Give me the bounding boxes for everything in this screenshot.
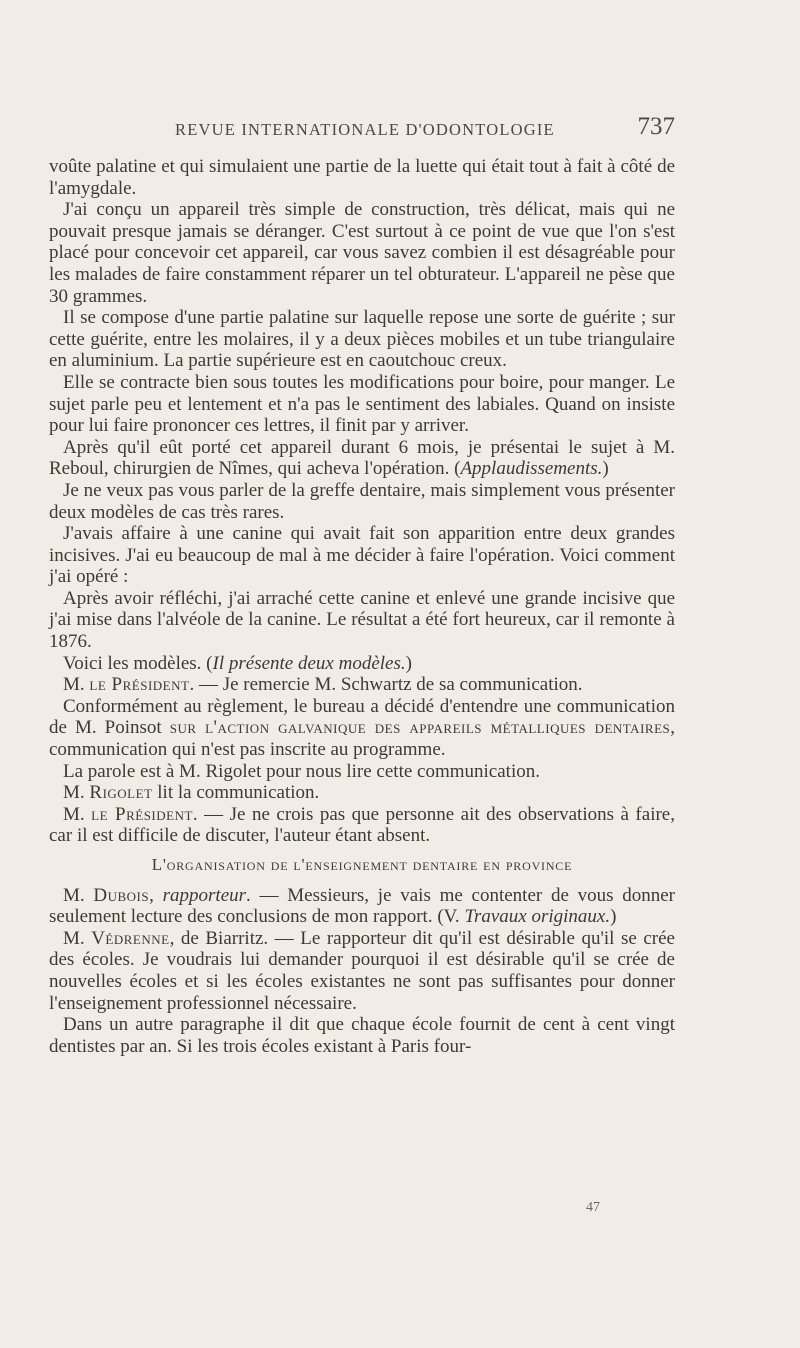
text-segment: Je ne veux pas vous parler de la greffe dentaire, mais simplement vous présenter deux modèles de cas très rares.	[49, 479, 675, 523]
text-segment: Conformément au règlement, le bureau a décidé d'entendre une communication de M. Poinsot	[49, 695, 675, 739]
paragraph	[49, 480, 675, 523]
small-caps-text: sur l'action galvanique des appareils métalliques dentaires	[169, 717, 671, 739]
paragraph	[49, 372, 675, 437]
paragraph	[49, 804, 675, 847]
text-segment: M.	[63, 803, 92, 825]
text-segment: J'ai conçu un appareil très simple de construction, très délicat, mais qui ne pouvait presque jamais se déranger. C'est surtout à ce point de vue que l'on s'est placé pour concevoir cet appareil, car vous savez combien il est désagréable pour les malades de faire constamment réparer un tel obturateur. L'appareil ne pèse que 30 grammes.	[49, 199, 675, 307]
printer-signature: 47	[586, 1200, 600, 1215]
text-segment: Dans un autre paragraphe il dit que chaque école fournit de cent à cent vingt dentistes par an. Si les trois écoles existant à Paris four-	[49, 1014, 675, 1057]
paragraph	[49, 156, 675, 199]
paragraph	[49, 653, 675, 675]
paragraph	[49, 696, 675, 761]
text-segment: M.	[63, 884, 94, 906]
body-text	[49, 156, 675, 1057]
text-segment: )	[405, 652, 412, 674]
running-header	[49, 113, 675, 144]
text-segment: M.	[63, 927, 92, 949]
text-segment: Après qu'il eût porté cet appareil durant 6 mois, je présentai le sujet à M. Reboul, chirurgien de Nîmes, qui acheva l'opération. (	[49, 436, 675, 480]
paragraph	[49, 782, 675, 804]
small-caps-text: Dubois	[93, 884, 150, 906]
paragraph	[49, 885, 675, 928]
text-segment: )	[610, 906, 617, 928]
small-caps-text: Védrenne	[91, 927, 170, 949]
italic-text: Applaudissements.	[460, 458, 603, 480]
text-segment: , communication qui n'est pas inscrite au programme.	[49, 717, 675, 761]
paragraph	[49, 928, 675, 1014]
paragraph	[49, 307, 675, 372]
text-segment: )	[602, 458, 609, 480]
text-segment: J'avais affaire à une canine qui avait fait son apparition entre deux grandes incisives. J'ai eu beaucoup de mal à me décider à faire l'opération. Voici comment j'ai opéré :	[49, 523, 675, 588]
text-segment: L'organisation de l'enseignement dentaire en province	[151, 855, 573, 874]
text-segment: , de Biarritz. — Le rapporteur dit qu'il est désirable qu'il se crée des écoles. Je voudrais lui demander pourquoi il est désirable qu'il se crée de nouvelles écoles et si les écoles existantes ne sont pas suffisantes pour donner l'enseignement professionnel nécessaire.	[49, 927, 675, 1014]
text-segment: Voici les modèles. (	[63, 652, 213, 674]
paragraph	[49, 761, 675, 783]
text-segment: voûte palatine et qui simulaient une partie de la luette qui était tout à fait à côté de l'amygdale.	[49, 156, 675, 199]
paragraph	[49, 1014, 675, 1057]
text-segment: lit la communication.	[152, 782, 320, 804]
italic-text: rapporteur	[162, 884, 247, 906]
paragraph	[49, 437, 675, 480]
journal-title: REVUE INTERNATIONALE D'ODONTOLOGIE	[175, 120, 555, 139]
text-segment: ,	[149, 884, 163, 906]
text-segment: Après avoir réfléchi, j'ai arraché cette canine et enlevé une grande incisive que j'ai mise dans l'alvéole de la canine. Le résultat a été fort heureux, car il remonte à 1876.	[49, 587, 675, 653]
paragraph	[49, 199, 675, 307]
text-segment: Elle se contracte bien sous toutes les modifications pour boire, pour manger. Le sujet parle peu et lentement et n'a pas le sentiment des labiales. Quand on insiste pour lui faire prononcer ces lettres, il finit par y arriver.	[49, 371, 675, 437]
text-segment: M.	[63, 674, 90, 696]
page-number: 737	[637, 113, 675, 140]
text-segment: Il se compose d'une partie palatine sur laquelle repose une sorte de guérite ; sur cette guérite, entre les molaires, il y a deux pièces mobiles et un tube triangulaire en aluminium. La partie supérieure est en caoutchouc creux.	[49, 307, 675, 372]
text-segment: M.	[63, 782, 90, 804]
small-caps-text: le Président	[89, 674, 190, 696]
italic-text: Travaux originaux.	[464, 906, 611, 928]
text-segment: La parole est à M. Rigolet pour nous lire cette communication.	[63, 760, 540, 782]
small-caps-text: le Président	[91, 803, 193, 825]
paragraph	[49, 588, 675, 653]
paragraph	[49, 523, 675, 588]
text-segment: . — Messieurs, je vais me contenter de vous donner seulement lecture des conclusions de mon rapport. (V.	[49, 884, 676, 928]
small-caps-text: Rigolet	[89, 782, 153, 804]
section-title	[49, 854, 675, 876]
paragraph	[49, 674, 675, 696]
text-segment: . — Je ne crois pas que personne ait des observations à faire, car il est difficile de discuter, l'auteur étant absent.	[49, 803, 675, 847]
italic-text: Il présente deux modèles.	[212, 652, 406, 674]
text-segment: . — Je remercie M. Schwartz de sa communication.	[189, 674, 583, 696]
